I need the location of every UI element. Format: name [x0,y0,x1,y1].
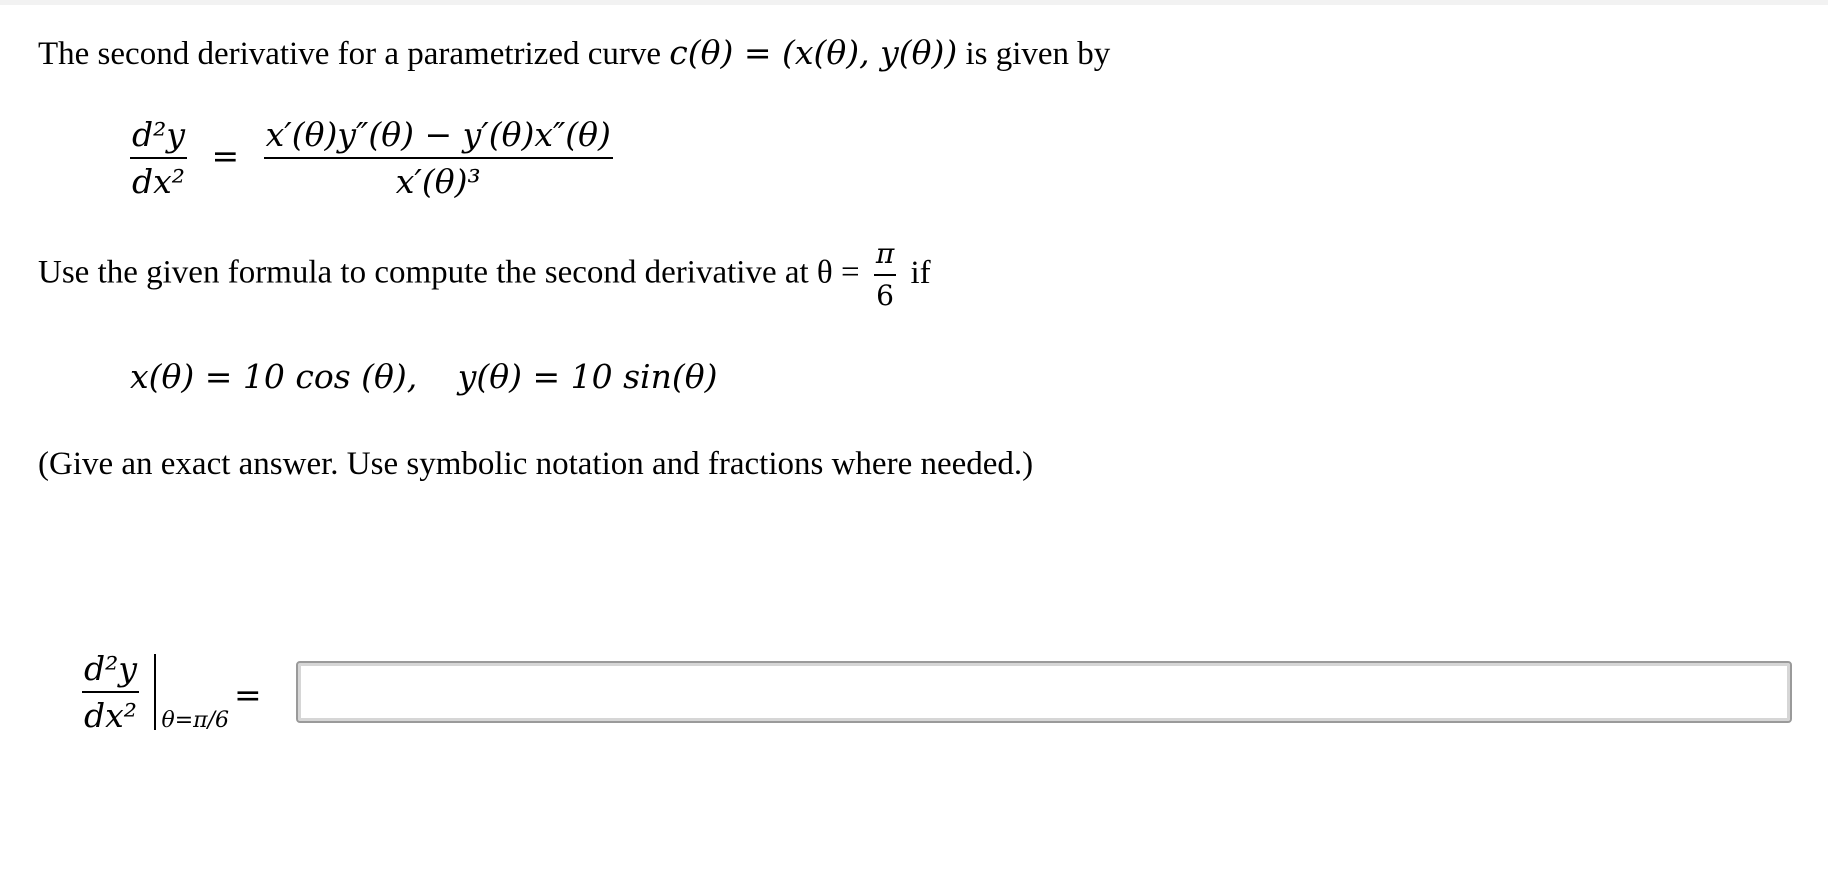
answer-lhs-denominator: dx² [84,696,137,735]
instruction-text: Use the given formula to compute the second derivative at θ = [38,254,860,291]
top-divider [0,0,1828,5]
formula-rhs-fraction [264,115,613,201]
answer-expression [82,649,230,735]
answer-lhs-numerator: d²y [82,652,139,693]
x-definition: x(θ) = 10 cos (θ), [130,357,418,396]
function-definitions [130,357,718,396]
instruction-tail: if [910,254,931,291]
second-derivative-formula [130,115,613,201]
formula-rhs-numerator: x′(θ)y″(θ) − y′(θ)x″(θ) [264,118,613,159]
theta-fraction [874,237,896,312]
curve-expression: c(θ) = (x(θ), y(θ)) [669,33,958,72]
instruction-line [38,237,931,312]
answer-lhs-fraction [82,649,139,735]
evaluation-point: θ=π/6 [161,708,230,733]
intro-line [38,33,1111,72]
formula-equals: = [211,136,240,175]
formula-lhs-numerator: d²y [130,118,187,159]
theta-numerator: π [874,240,896,276]
intro-tail: is given by [965,36,1111,72]
theta-denominator: 6 [876,279,894,312]
formula-lhs-fraction [130,115,187,201]
answer-input[interactable] [296,661,1792,723]
y-definition: y(θ) = 10 sin(θ) [457,357,718,396]
formula-rhs-denominator: x′(θ)³ [395,162,481,201]
formula-lhs-denominator: dx² [132,162,185,201]
answer-equals: = [234,675,262,714]
intro-text: The second derivative for a parametrized curve [38,36,662,72]
answer-note: (Give an exact answer. Use symbolic notation and fractions where needed.) [38,446,1034,482]
evaluation-bar [154,654,230,733]
